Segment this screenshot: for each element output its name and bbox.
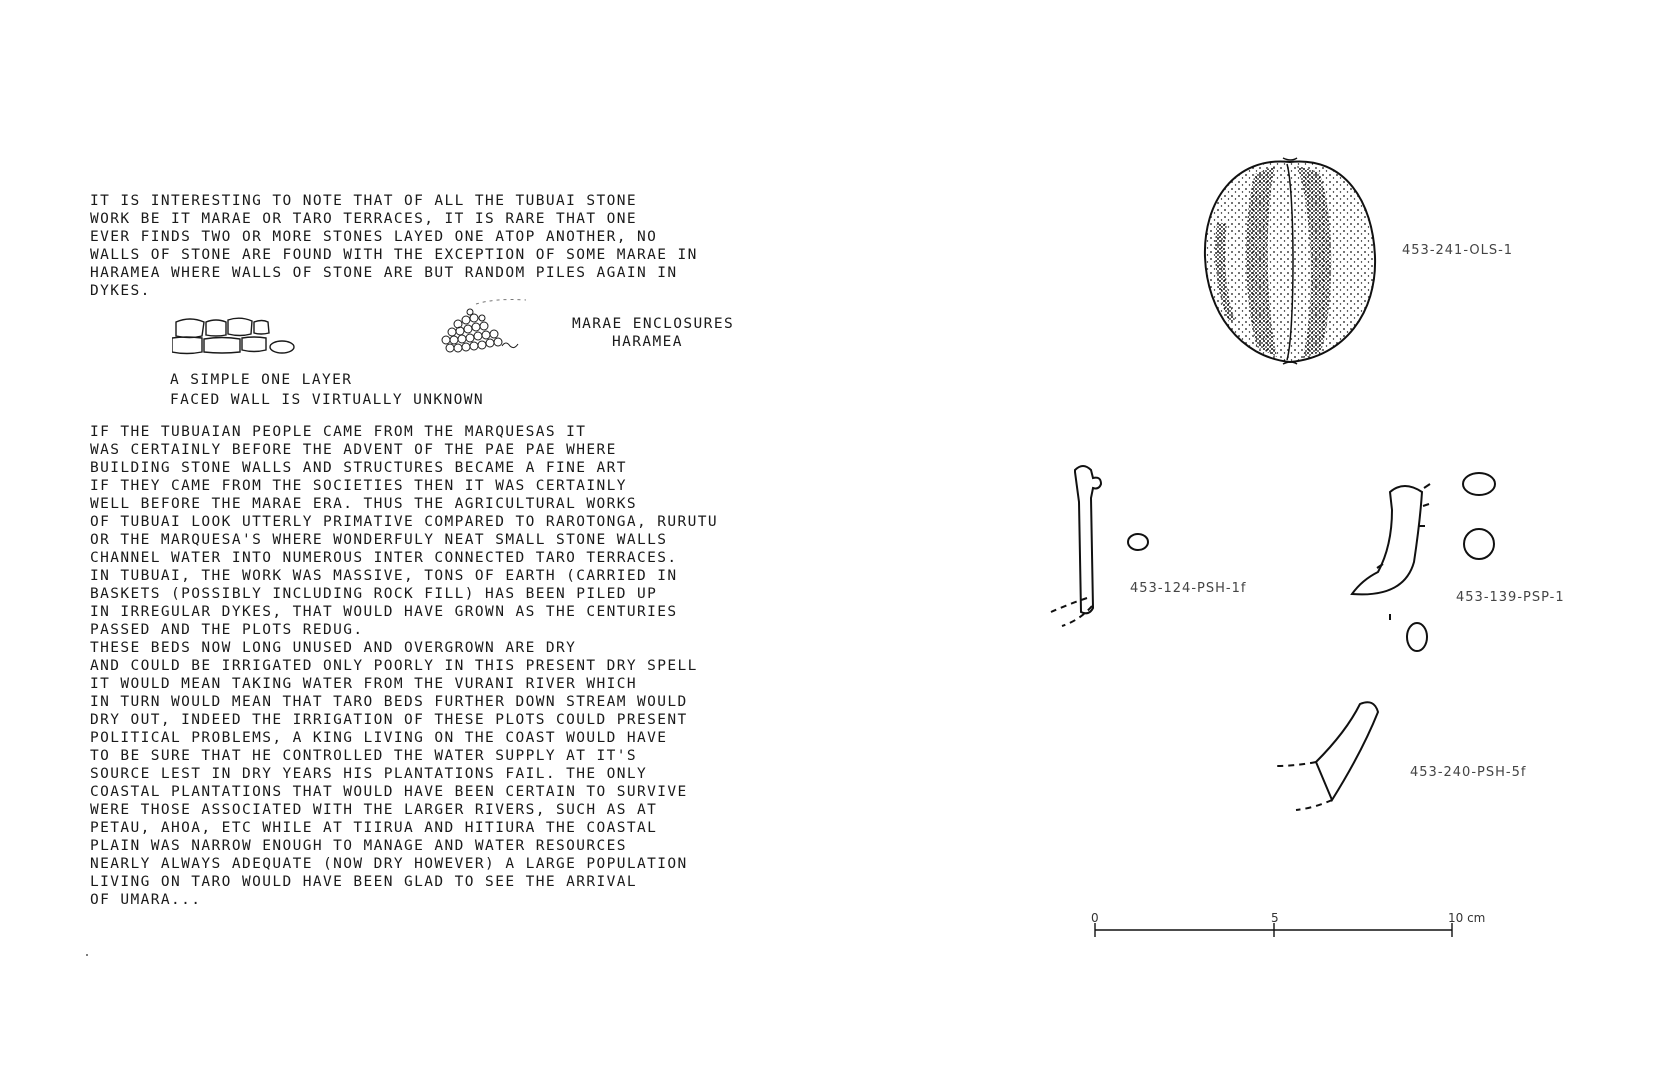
note-line: PASSED AND THE PLOTS REDUG.	[90, 622, 364, 638]
note-line: IF THE TUBUAIAN PEOPLE CAME FROM THE MARQUESAS IT	[90, 424, 587, 440]
single-layer-wall-sketch-icon	[172, 316, 312, 356]
scale-bar	[1090, 905, 1470, 945]
note-line: LIVING ON TARO WOULD HAVE BEEN GLAD TO SEE THE ARRIVAL	[90, 874, 638, 890]
artefact-label-ols: 453-241-OLS-1	[1402, 243, 1514, 258]
note-line: SOURCE LEST IN DRY YEARS HIS PLANTATIONS FAIL. THE ONLY	[90, 766, 648, 782]
note-line: IT WOULD MEAN TAKING WATER FROM THE VURANI RIVER WHICH	[90, 676, 638, 692]
scale-tick-0: 0	[1091, 911, 1099, 925]
caption-line: HARAMEA	[612, 334, 683, 350]
curved-shell-fragment-drawing-icon	[1270, 696, 1400, 826]
stone-pile-sketch-icon	[440, 296, 550, 356]
note-line: IT IS INTERESTING TO NOTE THAT OF ALL THE TUBUAI STONE	[90, 193, 638, 209]
artefact-label-psp-1: 453-139-PSP-1	[1456, 590, 1565, 605]
note-line: IN TUBUAI, THE WORK WAS MASSIVE, TONS OF EARTH (CARRIED IN	[90, 568, 678, 584]
note-line: WALLS OF STONE ARE FOUND WITH THE EXCEPTION OF SOME MARAE IN	[90, 247, 698, 263]
note-line: DRY OUT, INDEED THE IRRIGATION OF THESE PLOTS COULD PRESENT	[90, 712, 688, 728]
note-line: TO BE SURE THAT HE CONTROLLED THE WATER SUPPLY AT IT'S	[90, 748, 638, 764]
note-line: PETAU, AHOA, ETC WHILE AT TIIRUA AND HITIURA THE COASTAL	[90, 820, 658, 836]
paper-speck	[86, 954, 88, 956]
note-line: PLAIN WAS NARROW ENOUGH TO MANAGE AND WATER RESOURCES	[90, 838, 627, 854]
note-line: DYKES.	[90, 283, 151, 299]
note-line: IN TURN WOULD MEAN THAT TARO BEDS FURTHER DOWN STREAM WOULD	[90, 694, 688, 710]
note-line: WELL BEFORE THE MARAE ERA. THUS THE AGRICULTURAL WORKS	[90, 496, 638, 512]
scale-tick-5: 5	[1271, 911, 1279, 925]
note-line: POLITICAL PROBLEMS, A KING LIVING ON THE COAST WOULD HAVE	[90, 730, 668, 746]
perforated-stone-drawing-icon	[1195, 152, 1385, 372]
marae-enclosures-caption	[572, 315, 734, 351]
artefact-label-psh-5f: 453-240-PSH-5f	[1410, 765, 1527, 780]
caption-line: MARAE ENCLOSURES	[572, 316, 735, 332]
note-line: CHANNEL WATER INTO NUMEROUS INTER CONNECTED TARO TERRACES.	[90, 550, 678, 566]
note-line: WAS CERTAINLY BEFORE THE ADVENT OF THE PAE PAE WHERE	[90, 442, 617, 458]
scale-tick-10: 10 cm	[1448, 911, 1486, 925]
note-line: IF THEY CAME FROM THE SOCIETIES THEN IT WAS CERTAINLY	[90, 478, 627, 494]
note-line: OF UMARA...	[90, 892, 202, 908]
note-line: BASKETS (POSSIBLY INCLUDING ROCK FILL) HAS BEEN PILED UP	[90, 586, 658, 602]
wall-caption	[170, 371, 484, 409]
artefact-label-psh-1f: 453-124-PSH-1f	[1130, 581, 1247, 596]
note-line: NEARLY ALWAYS ADEQUATE (NOW DRY HOWEVER) A LARGE POPULATION	[90, 856, 688, 872]
note-line: WORK BE IT MARAE OR TARO TERRACES, IT IS RARE THAT ONE	[90, 211, 638, 227]
note-line: WERE THOSE ASSOCIATED WITH THE LARGER RIVERS, SUCH AS AT	[90, 802, 658, 818]
shell-pendant-drawing-icon	[1345, 462, 1505, 662]
note-line: IN IRREGULAR DYKES, THAT WOULD HAVE GROWN AS THE CENTURIES	[90, 604, 678, 620]
note-line: OR THE MARQUESA'S WHERE WONDERFULY NEAT SMALL STONE WALLS	[90, 532, 668, 548]
shell-fragment-drawing-icon	[1040, 460, 1160, 630]
note-line: HARAMEA WHERE WALLS OF STONE ARE BUT RANDOM PILES AGAIN IN	[90, 265, 678, 281]
note-line: COASTAL PLANTATIONS THAT WOULD HAVE BEEN CERTAIN TO SURVIVE	[90, 784, 688, 800]
caption-line: FACED WALL IS VIRTUALLY UNKNOWN	[170, 392, 485, 408]
notes-paragraph-2	[90, 423, 718, 909]
note-line: AND COULD BE IRRIGATED ONLY POORLY IN THIS PRESENT DRY SPELL	[90, 658, 698, 674]
note-line: EVER FINDS TWO OR MORE STONES LAYED ONE ATOP ANOTHER, NO	[90, 229, 658, 245]
caption-line: A SIMPLE ONE LAYER	[170, 372, 353, 388]
note-line: BUILDING STONE WALLS AND STRUCTURES BECAME A FINE ART	[90, 460, 627, 476]
note-line: OF TUBUAI LOOK UTTERLY PRIMATIVE COMPARED TO RAROTONGA, RURUTU	[90, 514, 719, 530]
notes-paragraph-1	[90, 192, 698, 300]
note-line: THESE BEDS NOW LONG UNUSED AND OVERGROWN ARE DRY	[90, 640, 577, 656]
